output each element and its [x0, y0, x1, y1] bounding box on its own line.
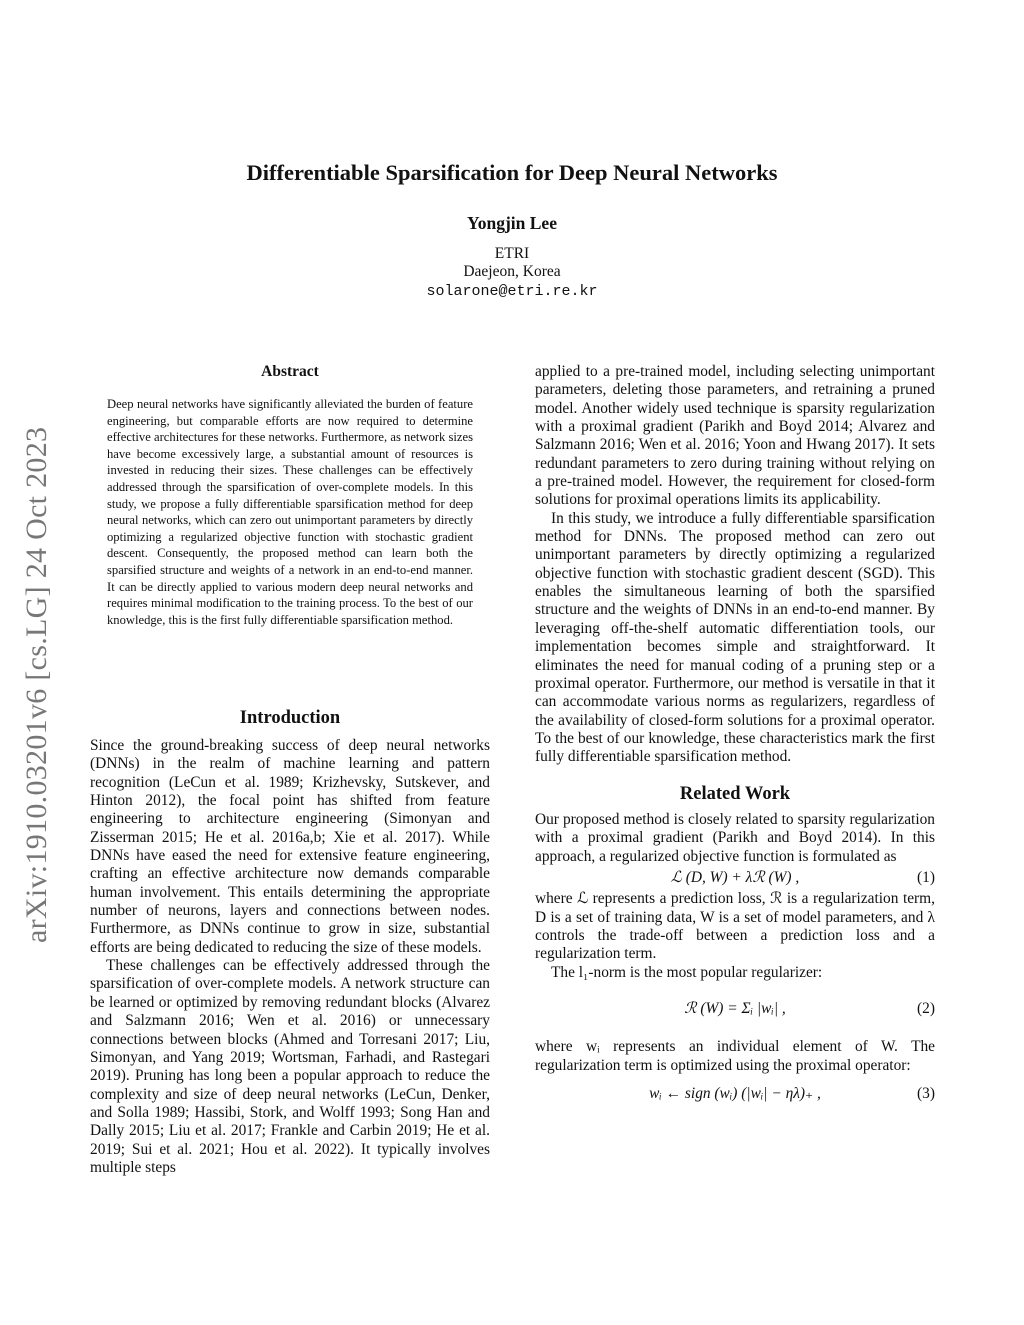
equation-3: [535, 1085, 935, 1103]
equation-2-body: ℛ (W) = Σᵢ |wᵢ| ,: [684, 1000, 786, 1017]
related-paragraph: The l₁-norm is the most popular regularizer:: [551, 963, 823, 981]
author-email: solarone@etri.re.kr: [426, 283, 598, 300]
right-column: [535, 363, 935, 1113]
affiliation-org: ETRI: [494, 245, 530, 262]
affiliation-location: Daejeon, Korea: [463, 263, 561, 280]
intro-paragraph: Since the ground-breaking success of deep neural networks (DNNs) in the realm of machine learning and pattern recognition (LeCun et al. 1989; Krizhevsky, Sutskever, and Hinton 2012), the focal point has shifted from feature engineering to architecture engineering (Simonyan and Zisserman 2015; He et al. 2016a,b; Xie et al. 2017). While DNNs have eased the need for extensive feature engineering, crafting an effective architecture now demands comparable human involvement. This entails determining the appropriate number of neurons, layers and connections between nodes. Furthermore, as DNNs continue to grow in size, substantial efforts are being dedicated to reducing the size of these models.: [90, 737, 490, 956]
intro-paragraph: applied to a pre-trained model, including selecting unimportant parameters, deleting those parameters, and retraining a pruned model. Another widely used technique is sparsity regularization with a proximal gradient (Parikh and Boyd 2014; Alvarez and Salzmann 2016; Wen et al. 2016; Yoon and Hwang 2017). It sets redundant parameters to zero during training without relying on a pre-trained model. However, the requirement for closed-form solutions for proximal operations limits its applicability.: [535, 363, 935, 509]
introduction-section: [90, 708, 490, 729]
introduction-heading: Introduction: [239, 708, 341, 728]
equation-1: [535, 869, 935, 887]
related-paragraph: Our proposed method is closely related to sparsity regularization with a proximal gradient (Parikh and Boyd 2014). In this approach, a regularized objective function is formulated as: [535, 810, 935, 865]
left-column: [90, 737, 490, 1177]
equation-3-body: wᵢ ← sign (wᵢ) (|wᵢ| − ηλ)₊ ,: [649, 1085, 821, 1103]
arxiv-stamp: arXiv:1910.03201v6 [cs.LG] 24 Oct 2023: [20, 426, 53, 943]
equation-2: [535, 1000, 935, 1018]
related-work-heading: Related Work: [679, 783, 791, 804]
paper-title: Differentiable Sparsification for Deep Neural Networks: [246, 160, 778, 185]
abstract-text: Deep neural networks have significantly alleviated the burden of feature engineering, but comparable efforts are now required to determine effective architectures for these networks. Furthermore, as network sizes have become excessively large, a substantial amount of resources is invested in reducing their sizes. These challenges can be effectively addressed through the sparsification of over-complete models. In this study, we propose a fully differentiable sparsification method for deep neural networks, which can zero out unimportant parameters by directly optimizing a regularized objective function with stochastic gradient descent. Consequently, the proposed method can learn both the sparsified structure and weights of a network in an end-to-end manner. It can be directly applied to various modern deep neural networks and requires minimal modification to the training process. To the best of our knowledge, this is the first fully differentiable sparsification method.: [107, 397, 473, 627]
equation-2-number: (2): [917, 1000, 935, 1017]
intro-paragraph: These challenges can be effectively addressed through the sparsification of over-complete models. A network structure can be learned or optimized by removing redundant blocks (Alvarez and Salzmann 2016; Wen et al. 2016) or unnecessary connections between blocks (Ahmed and Torresani 2017; Liu, Simonyan, and Yang 2019; Wortsman, Farhadi, and Rastegari 2019). Pruning has long been a popular approach to reduce the complexity and size of deep neural networks (LeCun, Denker, and Solla 1989; Hassibi, Stork, and Wolff 1993; Song Han and Dally 2015; Liu et al. 2017; Frankle and Carbin 2019; He et al. 2019; Sui et al. 2021; Hou et al. 2022). It typically involves multiple steps: [90, 957, 490, 1176]
related-paragraph: where wᵢ represents an individual element of W. The regularization term is optimized using the proximal operator:: [535, 1038, 935, 1074]
equation-1-number: (1): [917, 868, 935, 886]
intro-paragraph: In this study, we introduce a fully differentiable sparsification method for DNNs. The proposed method can zero out unimportant parameters by directly optimizing a regularized objective function with stochastic gradient descent (SGD). This enables the simultaneous learning of both the sparsified structure and the weights of DNNs in an end-to-end manner. By leveraging off-the-shelf automatic differentiation tools, our implementation becomes simple and straightforward. It eliminates the need for manual coding of a pruning step or a proximal operator. Furthermore, our method is versatile in that it can accommodate various norms as regularizers, regardless of the availability of closed-form solutions for a proximal operator. To the best of our knowledge, these characteristics mark the first fully differentiable sparsification method.: [535, 509, 935, 766]
equation-1-body: ℒ (D, W) + λℛ (W) ,: [670, 868, 800, 886]
related-paragraph: where ℒ represents a prediction loss, ℛ is a regularization term, D is a set of training data, W is a set of model parameters, and λ controls the trade-off between a prediction loss and a regularization term.: [535, 890, 935, 963]
abstract-heading: Abstract: [261, 363, 319, 380]
author-name: Yongjin Lee: [467, 213, 557, 233]
email-line: [0, 282, 1024, 300]
equation-3-number: (3): [917, 1085, 935, 1103]
